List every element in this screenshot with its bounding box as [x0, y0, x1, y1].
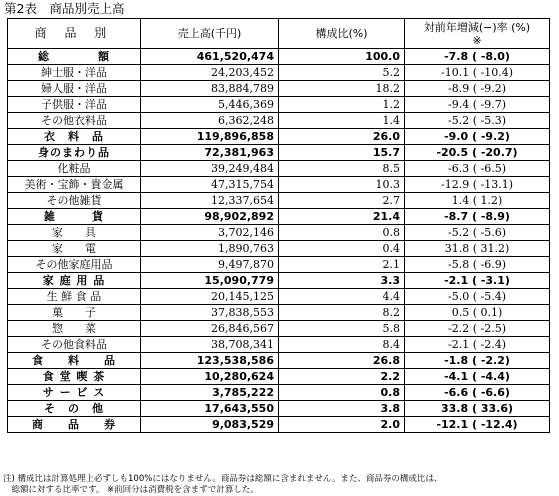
change-cell: 1.4 ( 1.2): [405, 193, 550, 209]
change-cell: -2.1 ( -2.4): [405, 337, 550, 353]
change-cell: -12.1 ( -12.4): [405, 417, 550, 433]
change-cell: -2.1 ( -3.1): [405, 273, 550, 289]
product-name-cell: 総 額: [8, 49, 141, 65]
sales-cell: 26,846,567: [141, 321, 279, 337]
sales-cell: 37,838,553: [141, 305, 279, 321]
product-name-cell: 菓 子: [8, 305, 141, 321]
table-row: [8, 113, 550, 129]
sales-by-product-table: [7, 18, 550, 433]
change-cell: -5.2 ( -5.6): [405, 225, 550, 241]
change-cell: -9.4 ( -9.7): [405, 97, 550, 113]
sales-cell: 9,497,870: [141, 257, 279, 273]
change-cell: -12.9 ( -13.1): [405, 177, 550, 193]
ratio-cell: 8.2: [279, 305, 405, 321]
table-row-subtotal: [8, 49, 550, 65]
sales-cell: 3,702,146: [141, 225, 279, 241]
change-cell: -5.2 ( -5.3): [405, 113, 550, 129]
table-row: [8, 225, 550, 241]
sales-cell: 47,315,754: [141, 177, 279, 193]
product-name-cell: 子供服・洋品: [8, 97, 141, 113]
ratio-cell: 1.4: [279, 113, 405, 129]
table-row: [8, 81, 550, 97]
ratio-cell: 26.0: [279, 129, 405, 145]
product-name-cell: 雑 貨: [8, 209, 141, 225]
ratio-cell: 10.3: [279, 177, 405, 193]
table-row: [8, 97, 550, 113]
sales-cell: 123,538,586: [141, 353, 279, 369]
table-title: 第2表 商品別売上高: [4, 1, 125, 16]
ratio-cell: 0.8: [279, 225, 405, 241]
sales-cell: 24,203,452: [141, 65, 279, 81]
ratio-cell: 18.2: [279, 81, 405, 97]
ratio-cell: 15.7: [279, 145, 405, 161]
table-row: [8, 321, 550, 337]
table-row: [8, 337, 550, 353]
footnote-line: 注) 構成比は計算処理上必ずしも100%にはなりません。商品券は総額に含まれません。また、商品券の構成比は、: [3, 474, 443, 484]
sales-cell: 10,280,624: [141, 369, 279, 385]
sales-cell: 98,902,892: [141, 209, 279, 225]
ratio-cell: 8.5: [279, 161, 405, 177]
product-name-cell: 化粧品: [8, 161, 141, 177]
table-row-subtotal: [8, 369, 550, 385]
table-row-subtotal: [8, 129, 550, 145]
ratio-cell: 21.4: [279, 209, 405, 225]
table-row: [8, 161, 550, 177]
ratio-cell: 0.4: [279, 241, 405, 257]
sales-cell: 5,446,369: [141, 97, 279, 113]
sales-cell: 9,083,529: [141, 417, 279, 433]
header-sales: 売上高(千円): [141, 19, 279, 49]
sales-cell: 72,381,963: [141, 145, 279, 161]
sales-cell: 3,785,222: [141, 385, 279, 401]
product-name-cell: 身のまわり品: [8, 145, 141, 161]
table-row: [8, 289, 550, 305]
change-cell: -6.3 ( -6.5): [405, 161, 550, 177]
product-name-cell: その他食料品: [8, 337, 141, 353]
sales-cell: 20,145,125: [141, 289, 279, 305]
change-cell: -5.0 ( -5.4): [405, 289, 550, 305]
product-name-cell: 食 堂 喫 茶: [8, 369, 141, 385]
ratio-cell: 0.8: [279, 385, 405, 401]
header-row: [8, 19, 550, 49]
change-cell: -2.2 ( -2.5): [405, 321, 550, 337]
product-name-cell: 食 料 品: [8, 353, 141, 369]
product-name-cell: 美術・宝飾・貴金属: [8, 177, 141, 193]
sales-cell: 15,090,779: [141, 273, 279, 289]
product-name-cell: 家 電: [8, 241, 141, 257]
sales-cell: 39,249,484: [141, 161, 279, 177]
sales-cell: 461,520,474: [141, 49, 279, 65]
product-name-cell: 惣 菜: [8, 321, 141, 337]
sales-cell: 38,708,341: [141, 337, 279, 353]
change-cell: 0.5 ( 0.1): [405, 305, 550, 321]
ratio-cell: 3.3: [279, 273, 405, 289]
ratio-cell: 2.0: [279, 417, 405, 433]
change-cell: -9.0 ( -9.2): [405, 129, 550, 145]
table-row-subtotal: [8, 145, 550, 161]
ratio-cell: 5.2: [279, 65, 405, 81]
table-row-subtotal: [8, 401, 550, 417]
header-yoy-change: [405, 19, 550, 49]
table-row: [8, 177, 550, 193]
product-name-cell: 衣 料 品: [8, 129, 141, 145]
product-name-cell: 家 庭 用 品: [8, 273, 141, 289]
ratio-cell: 2.7: [279, 193, 405, 209]
ratio-cell: 100.0: [279, 49, 405, 65]
product-name-cell: その他家庭用品: [8, 257, 141, 273]
ratio-cell: 1.2: [279, 97, 405, 113]
change-cell: -6.6 ( -6.6): [405, 385, 550, 401]
table-row-subtotal: [8, 417, 550, 433]
ratio-cell: 2.2: [279, 369, 405, 385]
ratio-cell: 5.8: [279, 321, 405, 337]
product-name-cell: 紳士服・洋品: [8, 65, 141, 81]
header-composition-ratio: 構成比(%): [279, 19, 405, 49]
table-row-subtotal: [8, 353, 550, 369]
product-name-cell: サ ー ビ ス: [8, 385, 141, 401]
change-cell: -7.8 ( -8.0): [405, 49, 550, 65]
ratio-cell: 3.8: [279, 401, 405, 417]
table-row: [8, 193, 550, 209]
change-cell: -8.9 ( -9.2): [405, 81, 550, 97]
header-yoy-change-note-mark: ※: [472, 33, 482, 47]
header-yoy-change-label: 対前年増減(−)率 (%): [423, 20, 531, 34]
change-cell: 33.8 ( 33.6): [405, 401, 550, 417]
product-name-cell: その他雑貨: [8, 193, 141, 209]
change-cell: -10.1 ( -10.4): [405, 65, 550, 81]
sales-cell: 17,643,550: [141, 401, 279, 417]
sales-cell: 6,362,248: [141, 113, 279, 129]
table-row: [8, 257, 550, 273]
change-cell: -4.1 ( -4.4): [405, 369, 550, 385]
table-row: [8, 65, 550, 81]
ratio-cell: 4.4: [279, 289, 405, 305]
table-row: [8, 305, 550, 321]
table-row-subtotal: [8, 209, 550, 225]
product-name-cell: その他衣料品: [8, 113, 141, 129]
table-row: [8, 241, 550, 257]
sales-cell: 1,890,763: [141, 241, 279, 257]
footnotes: [3, 474, 555, 496]
change-cell: -20.5 ( -20.7): [405, 145, 550, 161]
ratio-cell: 2.1: [279, 257, 405, 273]
product-name-cell: 生 鮮 食 品: [8, 289, 141, 305]
header-product-category: 商 品 別: [8, 19, 141, 49]
sales-cell: 119,896,858: [141, 129, 279, 145]
change-cell: -8.7 ( -8.9): [405, 209, 550, 225]
sales-cell: 12,337,654: [141, 193, 279, 209]
product-name-cell: 家 具: [8, 225, 141, 241]
sales-cell: 83,884,789: [141, 81, 279, 97]
table-row-subtotal: [8, 385, 550, 401]
ratio-cell: 26.8: [279, 353, 405, 369]
change-cell: 31.8 ( 31.2): [405, 241, 550, 257]
ratio-cell: 8.4: [279, 337, 405, 353]
product-name-cell: 商 品 券: [8, 417, 141, 433]
change-cell: -1.8 ( -2.2): [405, 353, 550, 369]
product-name-cell: そ の 他: [8, 401, 141, 417]
product-name-cell: 婦人服・洋品: [8, 81, 141, 97]
change-cell: -5.8 ( -6.9): [405, 257, 550, 273]
footnote-line: 総額に対する比率です。 ※前回分は消費税を含まずで計算した。: [3, 485, 259, 495]
table-row-subtotal: [8, 273, 550, 289]
